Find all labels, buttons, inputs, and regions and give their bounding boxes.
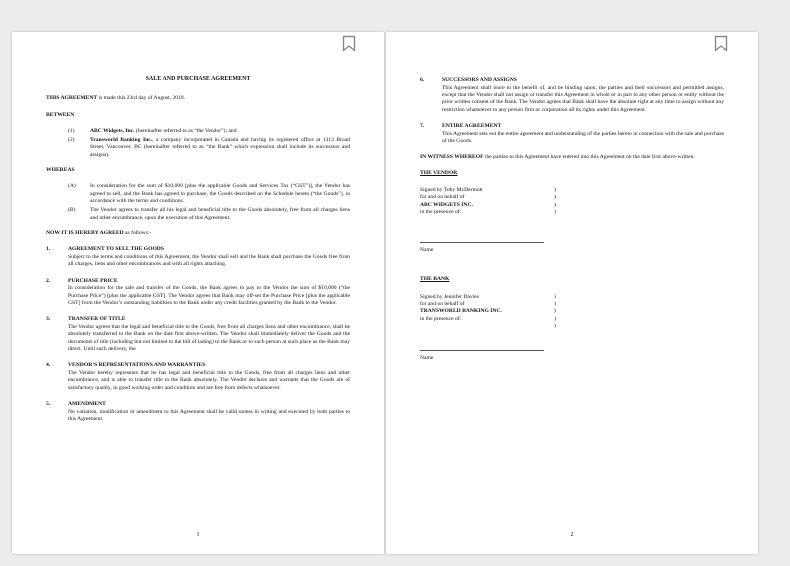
section-number: 1.	[46, 246, 51, 253]
between-label: BETWEEN	[46, 111, 75, 118]
signature-bracket: )	[554, 208, 556, 215]
party-name: ABC Widgets, Inc.	[90, 127, 135, 134]
section-heading: AGREEMENT TO SELL THE GOODS	[68, 246, 164, 253]
sections-list-page-2	[420, 77, 724, 145]
section-item	[46, 316, 350, 353]
signature-row	[420, 308, 724, 315]
party-name: Transworld Banking Inc.	[90, 137, 153, 144]
vendor-signature-line	[420, 242, 544, 243]
agreement-title: SALE AND PURCHASE AGREEMENT	[145, 76, 251, 82]
page-number-2: 2	[570, 532, 574, 538]
section-heading: AMENDMENT	[68, 400, 106, 407]
signature-bracket: )	[554, 308, 556, 315]
agreement-intro	[46, 95, 350, 102]
signature-line-text: ABC WIDGETS INC.	[420, 201, 473, 208]
section-body	[68, 246, 350, 268]
signature-line-text: in the presence of:	[420, 208, 462, 215]
section-heading: VENDOR’S REPRESENTATIONS AND WARRANTIES	[68, 362, 206, 369]
signature-bracket: )	[554, 194, 556, 201]
bank-name-label: Name	[420, 355, 434, 362]
bank-signature-block	[420, 294, 724, 330]
signature-bracket: )	[554, 315, 556, 322]
page-1-content	[46, 76, 350, 432]
section-text: The Vendor hereby represents that he has legal and beneficial title to the Goods, free from all charges liens and other encumbrance, and is able to transfer title to the Bank absolutely. The Vendor declares and warrants that the Goods are of satisfactory quality, in good working order and condition and are free from defects whatsoever.	[68, 370, 350, 391]
recital-text: The Vendor agrees to transfer all his legal and beneficial title to the Goods absolutely, free from all charges liens and other encumbrance, upon the execution of this Agreement.	[90, 207, 350, 221]
whereas-label: WHEREAS	[46, 167, 75, 174]
section-body	[68, 362, 350, 392]
section-number: 3.	[46, 316, 51, 323]
section-item	[46, 362, 350, 392]
page-number-1: 1	[196, 532, 200, 538]
section-heading: PURCHASE PRICE	[68, 277, 118, 284]
page-2-content	[420, 77, 724, 363]
recital-item	[46, 207, 350, 222]
sections-list-page-1	[46, 246, 350, 423]
section-number: 5.	[46, 400, 51, 407]
recitals-list	[46, 183, 350, 221]
section-text: In consideration for the sale and transfer of the Goods, the Bank agrees to pay to the Vendor the sum of $10,000 (“the Purchase Price”) [plus the applicable GST]. The Vendor agrees that Bank may off-set the Purchase Price [plus the applicable GST] from the Vendor’s outstanding liabilities to the Bank under any credit facilities granted by the Bank to the Vendor.	[68, 285, 350, 306]
party-text	[90, 128, 350, 135]
party-item	[46, 128, 350, 135]
section-body	[442, 123, 724, 145]
bookmark-icon[interactable]	[714, 35, 728, 52]
party-text	[90, 137, 350, 159]
party-number: (1)	[68, 127, 75, 134]
agreed-bold: NOW IT IS HEREBY AGREED	[46, 229, 124, 236]
vendor-name-label: Name	[420, 247, 434, 254]
section-number: 6.	[420, 77, 425, 83]
section-body	[68, 316, 350, 353]
bank-heading: THE BANK	[420, 276, 450, 283]
signature-bracket: )	[554, 322, 556, 329]
signature-row	[420, 194, 724, 201]
party-number: (2)	[68, 137, 75, 144]
document-page-1	[12, 32, 384, 554]
signature-bracket: )	[554, 301, 556, 308]
signature-row	[420, 209, 724, 216]
signature-row	[420, 323, 724, 330]
vendor-signature-block	[420, 187, 724, 216]
section-number: 2.	[46, 277, 51, 284]
vendor-heading: THE VENDOR	[420, 169, 458, 176]
signature-line-text: for and on behalf of	[420, 301, 465, 308]
section-item	[46, 246, 350, 268]
signature-row	[420, 316, 724, 323]
section-number: 4.	[46, 362, 51, 369]
section-item	[46, 401, 350, 423]
signature-row	[420, 294, 724, 301]
recital-text: In consideration for the sum of $10,000 [plus the applicable Goods and Services Tax (“GST”)], the Vendor has agreed to sell, and the Bank has agreed to purchase, the Goods described on the Schedule hereto (“the Goods”), in accordance with the terms and conditions.	[90, 183, 350, 204]
signature-bracket: )	[554, 293, 556, 300]
party-description: (hereinafter referred to as “the Vendor”); and	[134, 127, 237, 134]
signature-line-text	[420, 323, 554, 330]
bookmark-icon[interactable]	[342, 35, 356, 52]
signature-bracket: )	[554, 201, 556, 208]
section-body	[68, 278, 350, 308]
agreed-line	[46, 230, 350, 237]
section-heading: TRANSFER OF TITLE	[68, 316, 126, 323]
signature-line-text: Signed by Jennifer Davies	[420, 293, 479, 300]
section-text: The Vendor agrees that the legal and beneficial title to the Goods, free from all charges liens and other encumbrance, shall be absolutely transferred to the Bank on the date first above-written. The Vendor shall immediately deliver the Goods and the documents of title (including but not limited to the bill of lading) to the Bank or to such person at such place as the Bank may direct. Until such delivery, the	[68, 324, 350, 352]
witness-bold: IN WITNESS WHEREOF	[420, 154, 484, 161]
section-text: This Agreement sets out the entire agreement and understanding of the parties hereto in connection with the sale and purchase of the Goods.	[442, 130, 724, 145]
section-item	[420, 123, 724, 145]
section-item	[46, 278, 350, 308]
parties-list	[46, 128, 350, 159]
section-text: This Agreement shall inure to the benefit of, and be binding upon, the parties and their successors and permitted assigns, except that the Vendor shall not assign or transfer this Agreement in whole or in part to any other person or entity without the prior written consent of the Bank. The Vendor agrees that Bank shall have the absolute right at any time to assign without any restriction whatsoever to any person firm or corporation all its rights under this Agreement.	[442, 84, 724, 113]
party-item	[46, 137, 350, 159]
bank-signature-line	[420, 350, 544, 351]
intro-bold: THIS AGREEMENT	[46, 95, 98, 102]
intro-rest: is made this 23rd day of August, 2018.	[97, 95, 186, 102]
recital-number: (A)	[68, 183, 76, 190]
recital-number: (B)	[68, 207, 76, 214]
signature-row	[420, 202, 724, 209]
section-body	[68, 401, 350, 423]
signature-line-text: TRANSWORLD BANKING INC.	[420, 308, 502, 315]
section-item	[420, 77, 724, 114]
signature-line-text: in the presence of:	[420, 315, 462, 322]
section-text: Subject to the terms and conditions of this Agreement, the Vendor shall sell and the Bank shall purchase the Goods free from all charges, liens and other encumbrances and with all rights attaching.	[68, 253, 350, 268]
section-heading: ENTIRE AGREEMENT	[442, 122, 502, 129]
section-text: No variation, modification or amendment to this Agreement shall be valid unless in writing and executed by both parties to this Agreement.	[68, 408, 350, 422]
document-page-2	[386, 32, 758, 554]
recital-item	[46, 183, 350, 205]
agreed-rest: as follows:-	[123, 229, 152, 236]
witness-rest: the parties to this Agreement have entered into this Agreement on the date first above-written.	[483, 154, 695, 161]
section-body	[442, 77, 724, 114]
section-heading: SUCCESSORS AND ASSIGNS	[442, 77, 517, 83]
signature-bracket: )	[554, 186, 556, 193]
signature-row	[420, 301, 724, 308]
witness-clause	[420, 154, 724, 161]
party-description: , a company incorporated in Canada and having its registered office at 1313 Broad Street, Vancouver, BC (hereinafter referred to as “the Bank” which expression shall include its successors and assigns).	[90, 137, 351, 158]
section-number: 7.	[420, 122, 425, 129]
signature-line-text: for and on behalf of	[420, 194, 465, 201]
signature-line-text: Signed by Toby McDermott	[420, 186, 483, 193]
signature-row	[420, 187, 724, 194]
